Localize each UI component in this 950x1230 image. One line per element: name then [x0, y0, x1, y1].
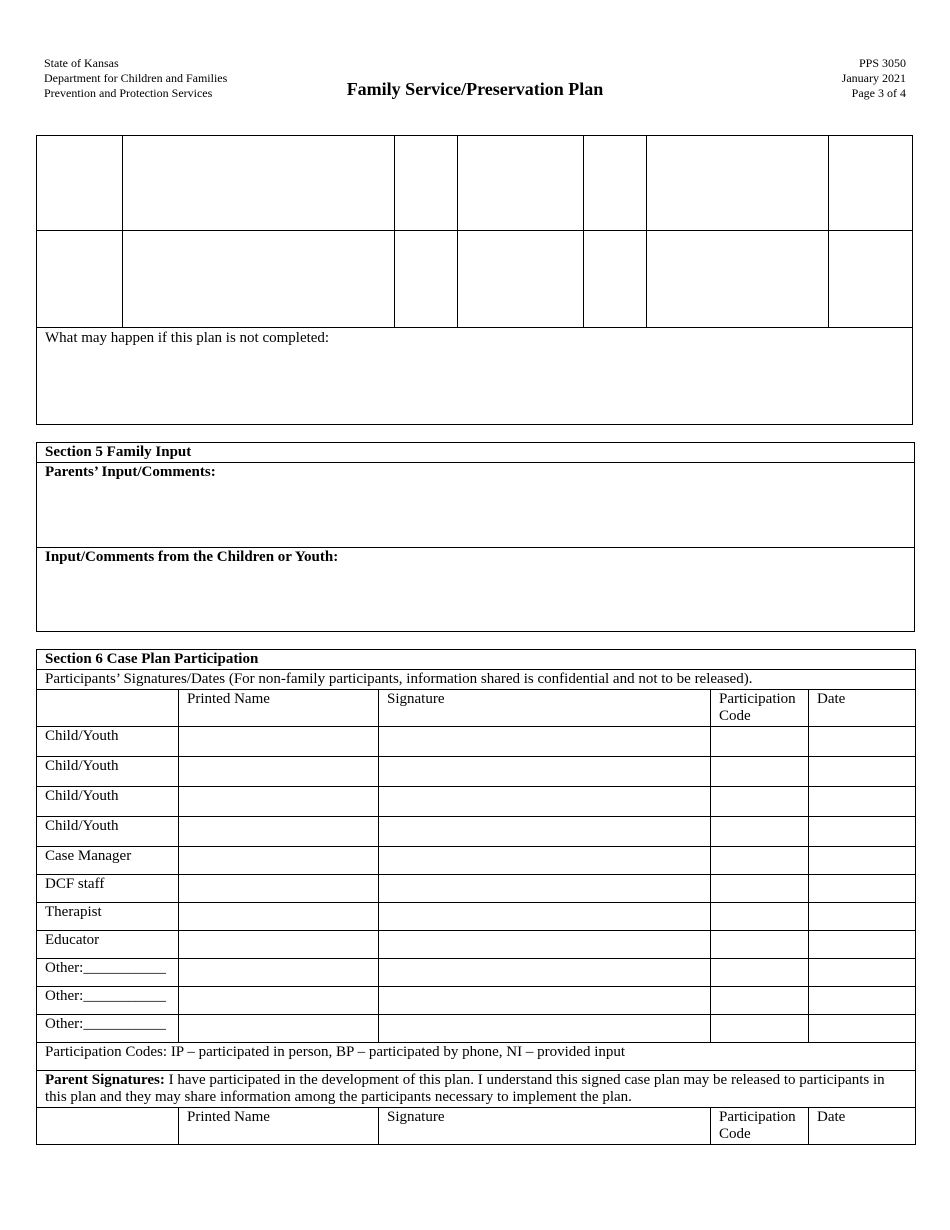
page-number: Page 3 of 4: [851, 86, 906, 100]
date-field[interactable]: [809, 847, 916, 875]
parent-col-date: Date: [809, 1108, 916, 1145]
plan-cell[interactable]: [395, 136, 458, 231]
section6-table: [36, 649, 916, 1145]
participation-code-field[interactable]: [711, 787, 809, 817]
col-participation-code: Participation Code: [711, 690, 809, 727]
plan-cell[interactable]: [584, 136, 647, 231]
printed-name-field[interactable]: [179, 875, 379, 903]
plan-cell[interactable]: [37, 231, 123, 328]
participation-code-field[interactable]: [711, 959, 809, 987]
date-field[interactable]: [809, 875, 916, 903]
participant-role: Child/Youth: [37, 757, 179, 787]
participant-row: [37, 903, 916, 931]
printed-name-field[interactable]: [179, 931, 379, 959]
form-number: PPS 3050: [858, 56, 906, 70]
participation-code-field[interactable]: [711, 931, 809, 959]
participant-role: Other:___________: [37, 987, 179, 1015]
children-input-field[interactable]: [37, 548, 915, 632]
form-date: January 2021: [841, 71, 906, 85]
participant-row: [37, 787, 916, 817]
printed-name-field[interactable]: [179, 817, 379, 847]
header-blank-cell: [37, 690, 179, 727]
date-field[interactable]: [809, 757, 916, 787]
participation-code-field[interactable]: [711, 987, 809, 1015]
plan-cell[interactable]: [647, 136, 829, 231]
signature-field[interactable]: [379, 817, 711, 847]
printed-name-field[interactable]: [179, 987, 379, 1015]
participant-row: [37, 847, 916, 875]
participant-row: [37, 727, 916, 757]
plan-row: [37, 231, 913, 328]
printed-name-field[interactable]: [179, 959, 379, 987]
participant-role: Other:___________: [37, 959, 179, 987]
plan-cell[interactable]: [458, 231, 584, 328]
plan-cell[interactable]: [829, 231, 913, 328]
printed-name-field[interactable]: [179, 847, 379, 875]
participant-row: [37, 1015, 916, 1043]
participant-role: DCF staff: [37, 875, 179, 903]
parent-col-participation-code: Participation Code: [711, 1108, 809, 1145]
plan-cell[interactable]: [647, 231, 829, 328]
signature-field[interactable]: [379, 875, 711, 903]
date-field[interactable]: [809, 959, 916, 987]
section5-table: [36, 442, 915, 632]
printed-name-field[interactable]: [179, 757, 379, 787]
participant-role: Therapist: [37, 903, 179, 931]
parent-col-printed-name: Printed Name: [179, 1108, 379, 1145]
participant-role: Educator: [37, 931, 179, 959]
printed-name-field[interactable]: [179, 727, 379, 757]
printed-name-field[interactable]: [179, 1015, 379, 1043]
plan-cell[interactable]: [829, 136, 913, 231]
parent-col-signature: Signature: [379, 1108, 711, 1145]
plan-row: [37, 136, 913, 231]
agency-line-department: Department for Children and Families: [44, 71, 228, 85]
participation-code-field[interactable]: [711, 903, 809, 931]
plan-table: [36, 135, 913, 425]
printed-name-field[interactable]: [179, 787, 379, 817]
participation-code-field[interactable]: [711, 847, 809, 875]
participant-row: [37, 817, 916, 847]
plan-cell[interactable]: [123, 136, 395, 231]
plan-cell[interactable]: [123, 231, 395, 328]
participant-role: Case Manager: [37, 847, 179, 875]
parent-signature-label: Parent Signatures:: [45, 1072, 165, 1088]
col-date: Date: [809, 690, 916, 727]
plan-cell[interactable]: [584, 231, 647, 328]
signature-field[interactable]: [379, 787, 711, 817]
participant-row: [37, 757, 916, 787]
parents-input-field[interactable]: [37, 463, 915, 548]
not-completed-label: What may happen if this plan is not completed:: [45, 330, 330, 346]
participant-role: Child/Youth: [37, 817, 179, 847]
form-id-block: [842, 56, 906, 101]
signature-field[interactable]: [379, 727, 711, 757]
plan-cell[interactable]: [37, 136, 123, 231]
participation-code-field[interactable]: [711, 1015, 809, 1043]
participation-code-field[interactable]: [711, 817, 809, 847]
participation-code-field[interactable]: [711, 757, 809, 787]
participation-codes-note: Participation Codes: IP – participated in person, BP – participated by phone, NI – provided input: [37, 1043, 916, 1071]
date-field[interactable]: [809, 787, 916, 817]
parent-signature-statement: [37, 1071, 916, 1108]
participation-code-field[interactable]: [711, 727, 809, 757]
agency-line-division: Prevention and Protection Services: [44, 86, 213, 100]
signature-field[interactable]: [379, 959, 711, 987]
participant-role: Other:___________: [37, 1015, 179, 1043]
participant-header-row: [37, 690, 916, 727]
children-input-label: Input/Comments from the Children or Youth:: [45, 549, 339, 565]
participant-role: Child/Youth: [37, 787, 179, 817]
signature-field[interactable]: [379, 987, 711, 1015]
signature-field[interactable]: [379, 931, 711, 959]
date-field[interactable]: [809, 931, 916, 959]
signature-field[interactable]: [379, 847, 711, 875]
date-field[interactable]: [809, 817, 916, 847]
participant-row: [37, 987, 916, 1015]
section6-instruction: Participants’ Signatures/Dates (For non-family participants, information shared is confidential and not to be released).: [37, 670, 916, 690]
parent-signature-header-row: [37, 1108, 916, 1145]
section5-heading: Section 5 Family Input: [37, 443, 915, 463]
participation-code-field[interactable]: [711, 875, 809, 903]
date-field[interactable]: [809, 903, 916, 931]
col-printed-name: Printed Name: [179, 690, 379, 727]
agency-line-state: State of Kansas: [44, 56, 119, 70]
parent-blank-cell[interactable]: [37, 1108, 179, 1145]
participant-row: [37, 959, 916, 987]
participant-row: [37, 875, 916, 903]
date-field[interactable]: [809, 1015, 916, 1043]
form-title: Family Service/Preservation Plan: [346, 79, 604, 99]
participant-role: Child/Youth: [37, 727, 179, 757]
not-completed-field[interactable]: [37, 328, 913, 425]
section6-heading: Section 6 Case Plan Participation: [37, 650, 916, 670]
parent-signature-text: I have participated in the development of this plan. I understand this signed case plan may be released to participants in this plan and they may share information among the participants necessary to implement the plan.: [45, 1072, 885, 1105]
signature-field[interactable]: [379, 1015, 711, 1043]
printed-name-field[interactable]: [179, 903, 379, 931]
participant-row: [37, 931, 916, 959]
signature-field[interactable]: [379, 903, 711, 931]
col-signature: Signature: [379, 690, 711, 727]
plan-cell[interactable]: [458, 136, 584, 231]
date-field[interactable]: [809, 987, 916, 1015]
plan-cell[interactable]: [395, 231, 458, 328]
date-field[interactable]: [809, 727, 916, 757]
parents-input-label: Parents’ Input/Comments:: [45, 464, 216, 480]
signature-field[interactable]: [379, 757, 711, 787]
